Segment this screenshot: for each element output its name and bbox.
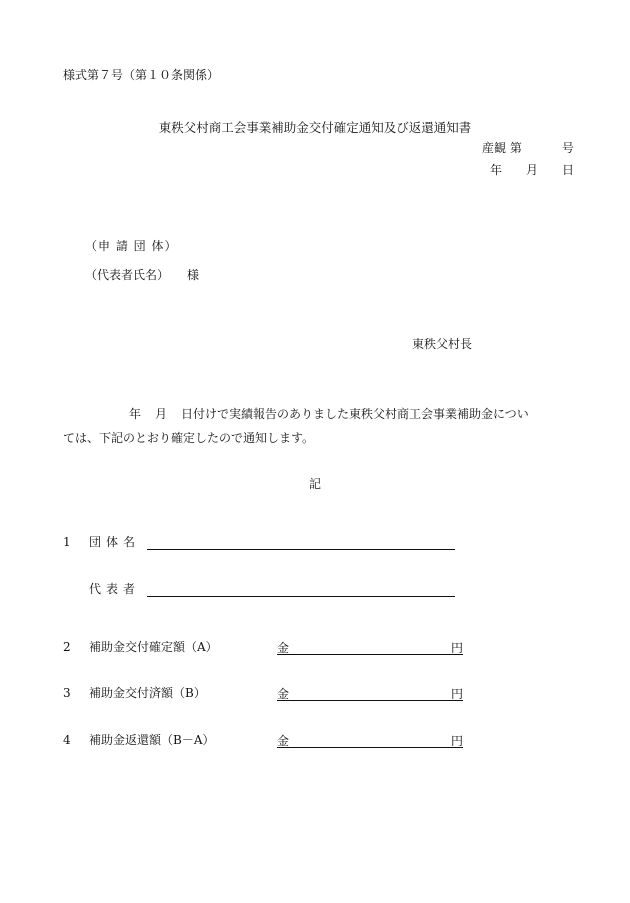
group-name-field[interactable] — [147, 535, 455, 550]
date-day: 日 — [562, 163, 575, 177]
date-month: 月 — [526, 163, 539, 177]
amount-prefix: 金 — [277, 687, 290, 701]
representative-line — [85, 266, 199, 283]
amount-unit: 円 — [450, 734, 463, 748]
form-number: 様式第７号（第１０条関係） — [63, 68, 220, 82]
amount-prefix: 金 — [277, 641, 290, 655]
applicant-label: （申 請 団 体） — [85, 239, 178, 253]
item-label: 代表者 — [89, 582, 141, 596]
body-year: 年 — [129, 407, 142, 421]
item-label: 補助金返還額（B－A） — [89, 733, 215, 747]
honorific: 様 — [187, 268, 200, 282]
item-number: 4 — [63, 733, 71, 747]
item-group-name — [63, 533, 455, 550]
item-label: 補助金交付確定額（A） — [89, 640, 218, 654]
item-number: 2 — [63, 640, 71, 654]
document-title: 東秩父村商工会事業補助金交付確定通知及び返還通知書 — [158, 120, 472, 135]
item-number: 3 — [63, 686, 71, 700]
item-number: 1 — [63, 535, 71, 549]
amount-prefix: 金 — [277, 734, 290, 748]
item-representative — [89, 580, 455, 597]
doc-number-suffix: 号 — [561, 141, 574, 155]
representative-label: （代表者氏名） — [85, 268, 170, 282]
ki-heading: 記 — [308, 477, 321, 491]
body-text-1: 日付けで実績報告のありました東秩父村商工会事業補助金につい — [181, 407, 529, 421]
doc-number-prefix: 産観 第 — [482, 141, 522, 155]
representative-field[interactable] — [147, 582, 455, 597]
paid-amount-field[interactable] — [277, 685, 463, 701]
body-line-1 — [63, 405, 583, 422]
refund-amount-field[interactable] — [277, 732, 463, 748]
body-month: 月 — [155, 407, 168, 421]
body-line-2: ては、下記のとおり確定したので通知します。 — [63, 431, 315, 445]
item-label: 団体名 — [89, 535, 141, 549]
amount-unit: 円 — [450, 641, 463, 655]
item-confirmed-amount — [63, 638, 463, 655]
document-number — [482, 139, 574, 156]
confirmed-amount-field[interactable] — [277, 639, 463, 655]
date-year: 年 — [490, 163, 503, 177]
issue-date — [490, 161, 574, 178]
issuer: 東秩父村長 — [412, 337, 473, 351]
item-refund-amount — [63, 731, 463, 748]
item-paid-amount — [63, 684, 463, 701]
amount-unit: 円 — [450, 687, 463, 701]
item-label: 補助金交付済額（B） — [89, 686, 206, 700]
